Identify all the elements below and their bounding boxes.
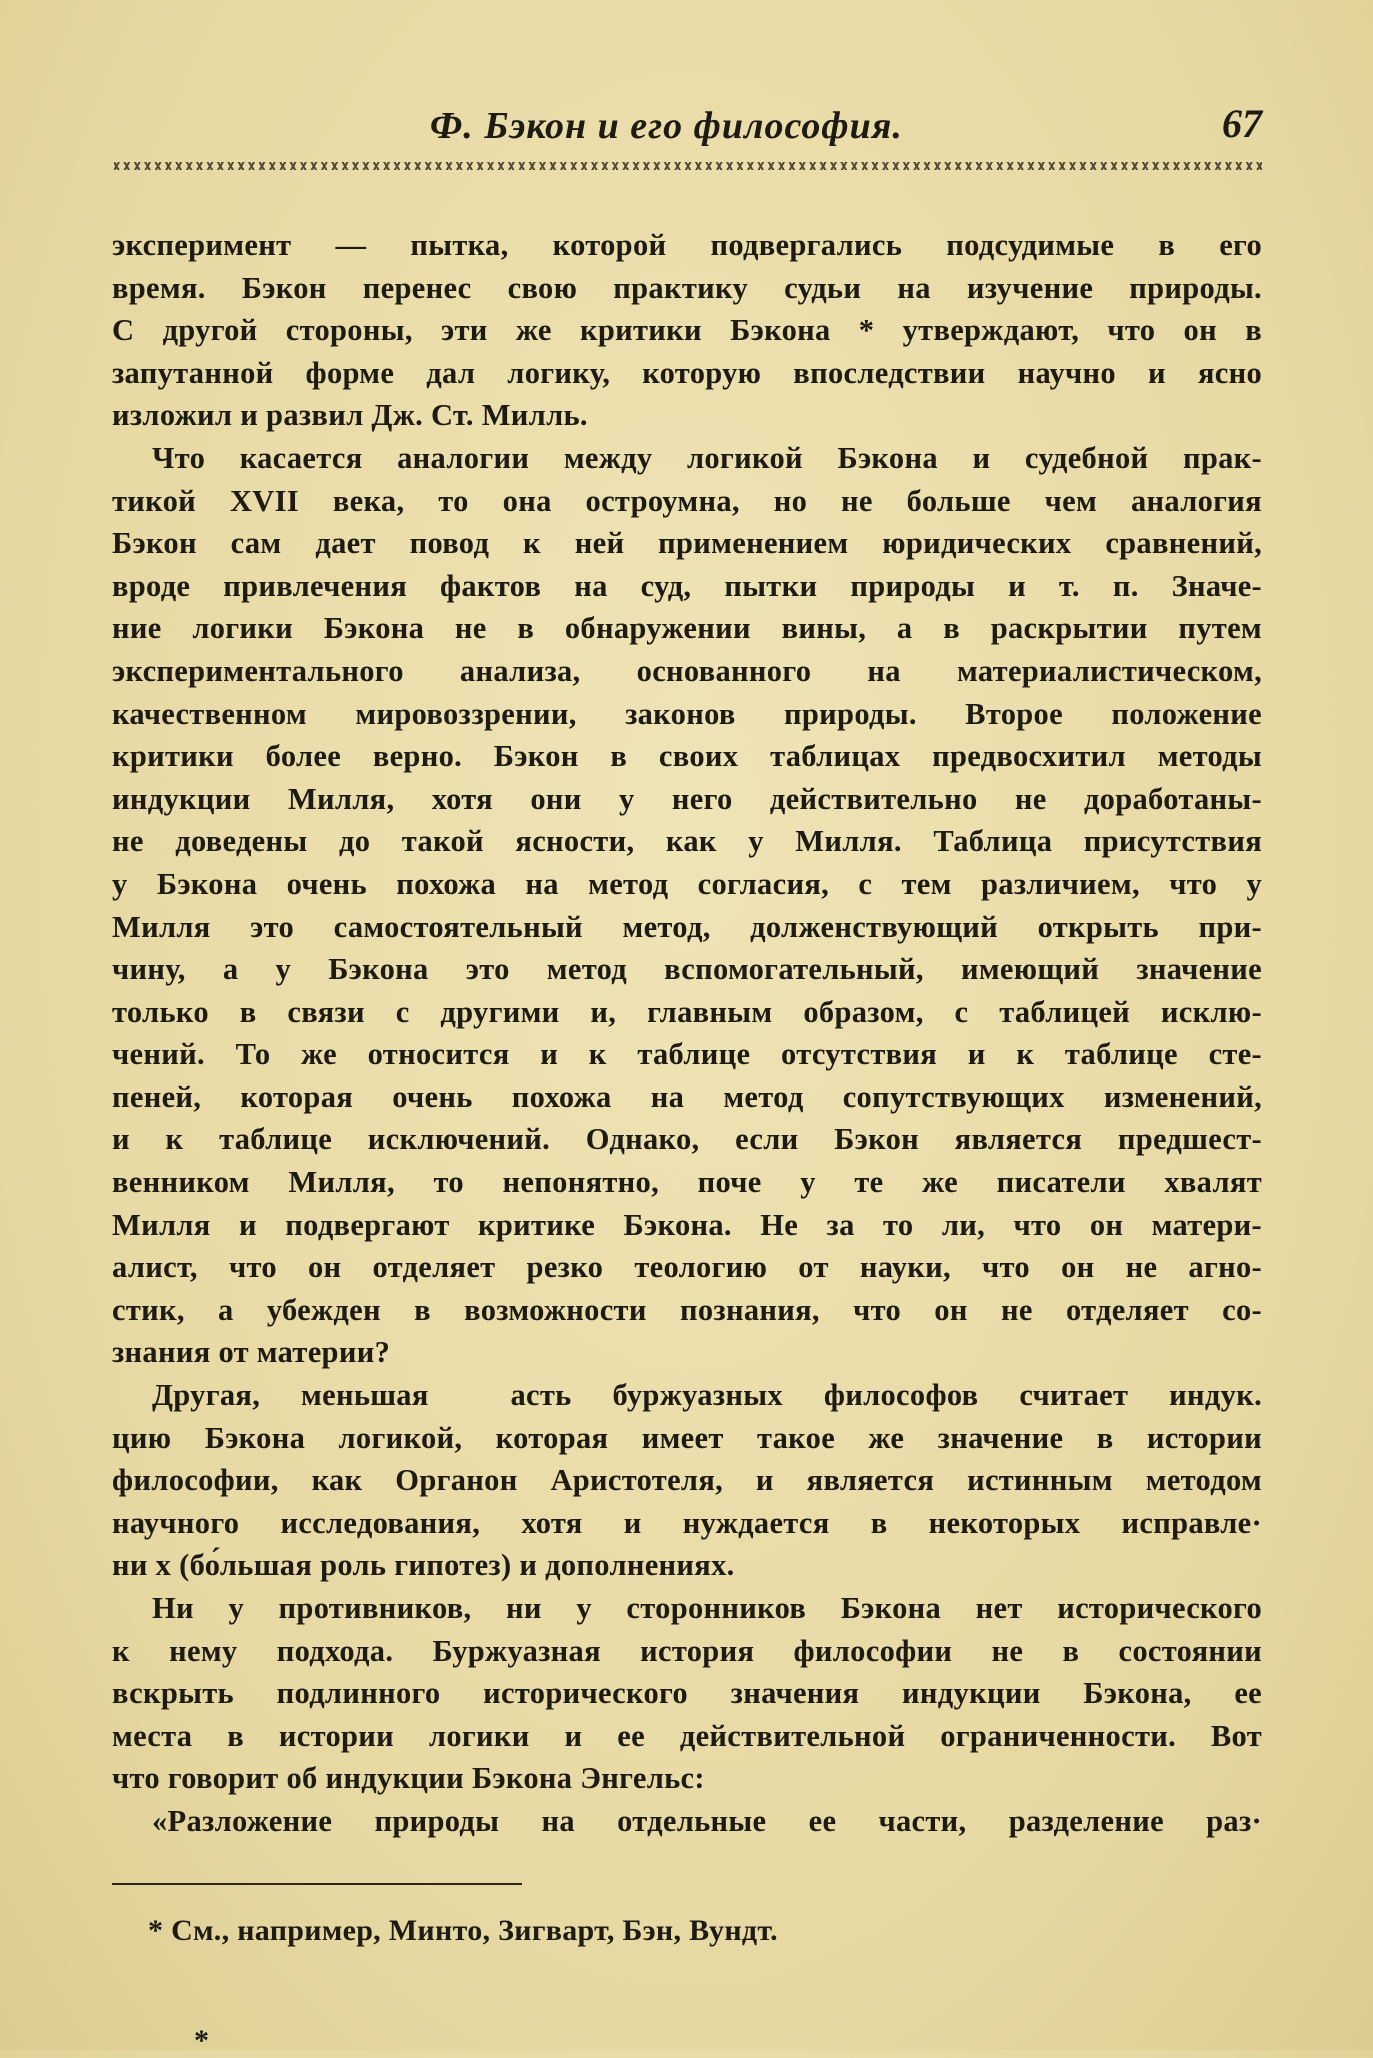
text-line: экспериментального анализа, основанного на материалистическом, [112, 653, 1262, 688]
text-line: и к таблице исключений. Однако, если Бэкон является предшест- [112, 1122, 1262, 1157]
text-line: индукции Милля, хотя они у него действительно не доработаны- [112, 781, 1262, 816]
text-line: венником Милля, то непонятно, поче у те же писатели хвалят [112, 1165, 1262, 1200]
text-line: не доведены до такой ясности, как у Милля. Таблица присутствия [112, 824, 1262, 859]
text-line: качественном мировоззрении, законов природы. Второе положение [112, 696, 1262, 731]
decorative-header-rule [114, 162, 1262, 170]
text-line: ние логики Бэкона не в обнаружении вины, а в раскрытии путем [112, 611, 1262, 646]
body-text [112, 224, 1262, 1843]
paragraph-start-line: Другая, меньшая асть буржуазных философов считает индук. [152, 1378, 1262, 1413]
text-line: цию Бэкона логикой, которая имеет такое же значение в истории [112, 1420, 1262, 1455]
text-line: Бэкон сам дает повод к ней применением юридических сравнений, [112, 526, 1262, 561]
text-line: время. Бэкон перенес свою практику судьи на изучение природы. [112, 270, 1262, 305]
text-line: Милля это самостоятельный метод, долженствующий открыть при- [112, 909, 1262, 944]
text-line: у Бэкона очень похожа на метод согласия, с тем различием, что у [112, 866, 1262, 901]
book-page [112, 96, 1262, 2057]
text-line: С другой стороны, эти же критики Бэкона * утверждают, что он в [112, 313, 1262, 348]
text-line: философии, как Органон Аристотеля, и является истинным методом [112, 1463, 1262, 1498]
text-line: только в связи с другими и, главным образом, с таблицей исклю- [112, 994, 1262, 1029]
text-line: алист, что он отделяет резко теологию от науки, что он не агно- [112, 1250, 1262, 1285]
text-line: запутанной форме дал логику, которую впоследствии научно и ясно [112, 355, 1262, 390]
footnote-divider [112, 1883, 522, 1885]
text-line: вроде привлечения фактов на суд, пытки природы и т. п. Значе- [112, 568, 1262, 603]
text-line: эксперимент — пытка, которой подвергались подсудимые в его [112, 228, 1262, 262]
quote-start-line: «Разложение природы на отдельные ее части, разделение раз· [152, 1803, 1262, 1838]
footnote: * См., например, Минто, Зигварт, Бэн, Вундт. [148, 1914, 778, 1947]
running-header [112, 96, 1262, 158]
text-line: что говорит об индукции Бэкона Энгельс: [112, 1761, 705, 1796]
text-line: чений. То же относится и к таблице отсутствия и к таблице сте- [112, 1037, 1262, 1072]
text-line: ни х (бо́льшая роль гипотез) и дополнениях. [112, 1548, 735, 1583]
text-line: критики более верно. Бэкон в своих таблицах предвосхитил методы [112, 739, 1262, 774]
paragraph-start-line: Ни у противников, ни у сторонников Бэкона нет исторического [152, 1591, 1262, 1625]
text-line: вскрыть подлинного исторического значения индукции Бэкона, ее [112, 1676, 1262, 1711]
page-number: 67 [1222, 101, 1262, 146]
text-line: знания от материи? [112, 1335, 391, 1370]
text-line: научного исследования, хотя и нуждается в некоторых исправле· [112, 1505, 1262, 1540]
text-line: тикой XVII века, то она остроумна, но не больше чем аналогия [112, 483, 1262, 518]
text-line: пеней, которая очень похожа на метод сопутствующих изменений, [112, 1079, 1262, 1114]
text-line: изложил и развил Дж. Ст. Милль. [112, 398, 588, 433]
stray-asterisk-mark: * [194, 2024, 209, 2057]
text-line: места в истории логики и ее действительной ограниченности. Вот [112, 1718, 1262, 1753]
text-line: Милля и подвергают критике Бэкона. Не за то ли, что он матери- [112, 1207, 1262, 1242]
running-title: Ф. Бэкон и его философия. [430, 105, 903, 147]
text-line: чину, а у Бэкона это метод вспомогательный, имеющий значение [112, 952, 1262, 987]
paragraph-start-line: Что касается аналогии между логикой Бэкона и судебной прак- [152, 440, 1262, 475]
text-line: к нему подхода. Буржуазная история философии не в состоянии [112, 1633, 1262, 1668]
text-line: стик, а убежден в возможности познания, что он не отделяет со- [112, 1292, 1262, 1327]
